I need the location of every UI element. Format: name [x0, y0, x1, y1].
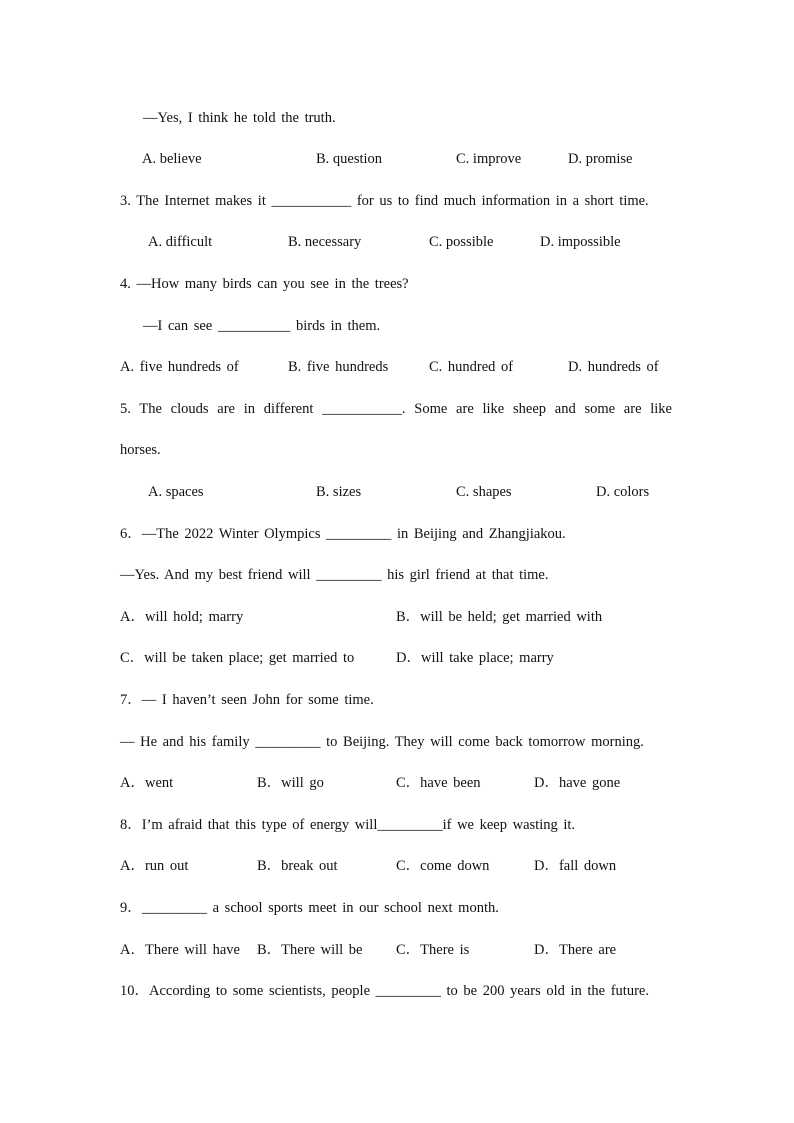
question-2-answer-line: —Yes, I think he told the truth. — [143, 110, 336, 126]
question-3-option-a: A. difficult — [148, 234, 213, 250]
question-4-option-d: D. hundreds of — [568, 359, 659, 375]
question-9-option-c: C．There is — [396, 942, 470, 958]
question-7-answer-line: — He and his family _________ to Beijing. They will come back tomorrow morning. — [120, 734, 644, 750]
question-2-option-d: D. promise — [568, 151, 633, 167]
question-2-option-c: C. improve — [456, 151, 522, 167]
question-9-option-b: B．There will be — [257, 942, 363, 958]
question-8-stem: 8．I’m afraid that this type of energy will_________if we keep wasting it. — [120, 817, 576, 833]
question-4-answer-line: —I can see __________ birds in them. — [143, 318, 381, 334]
question-8-option-b: B．break out — [257, 858, 338, 874]
question-9-stem: 9．_________ a school sports meet in our school next month. — [120, 900, 499, 916]
question-9-option-a: A．There will have — [120, 942, 240, 958]
question-3-option-c: C. possible — [429, 234, 494, 250]
question-7-option-d: D．have gone — [534, 775, 621, 791]
question-10-stem: 10．According to some scientists, people _________ to be 200 years old in the future. — [120, 983, 649, 999]
question-5-option-b: B. sizes — [316, 484, 362, 500]
question-6-answer-line: —Yes. And my best friend will _________ his girl friend at that time. — [120, 567, 549, 583]
question-6-option-a: A．will hold; marry — [120, 609, 244, 625]
question-8-option-a: A．run out — [120, 858, 189, 874]
question-7-stem: 7．— I haven’t seen John for some time. — [120, 692, 374, 708]
question-5-stem-line-1: 5. The clouds are in different ___________. Some are like sheep and some are like — [120, 401, 672, 417]
question-6-option-c: C．will be taken place; get married to — [120, 650, 355, 666]
question-2-option-b: B. question — [316, 151, 383, 167]
question-5-stem-line-2: horses. — [120, 442, 161, 458]
question-6-option-b: B．will be held; get married with — [396, 609, 603, 625]
question-4-stem: 4. —How many birds can you see in the trees? — [120, 276, 409, 292]
question-4-option-a: A. five hundreds of — [120, 359, 239, 375]
question-6-option-d: D．will take place; marry — [396, 650, 554, 666]
question-5-option-d: D. colors — [596, 484, 650, 500]
question-9-option-d: D．There are — [534, 942, 617, 958]
question-6-stem: 6．—The 2022 Winter Olympics _________ in Beijing and Zhangjiakou. — [120, 526, 566, 542]
question-4-option-c: C. hundred of — [429, 359, 514, 375]
question-7-option-a: A．went — [120, 775, 174, 791]
question-7-option-c: C．have been — [396, 775, 481, 791]
question-3-option-d: D. impossible — [540, 234, 621, 250]
question-3-option-b: B. necessary — [288, 234, 362, 250]
question-2-option-a: A. believe — [142, 151, 202, 167]
question-5-option-c: C. shapes — [456, 484, 512, 500]
question-8-option-c: C．come down — [396, 858, 490, 874]
question-8-option-d: D．fall down — [534, 858, 617, 874]
question-3-stem: 3. The Internet makes it ___________ for us to find much information in a short time. — [120, 193, 649, 209]
question-5-option-a: A. spaces — [148, 484, 204, 500]
question-4-option-b: B. five hundreds — [288, 359, 389, 375]
question-7-option-b: B．will go — [257, 775, 324, 791]
